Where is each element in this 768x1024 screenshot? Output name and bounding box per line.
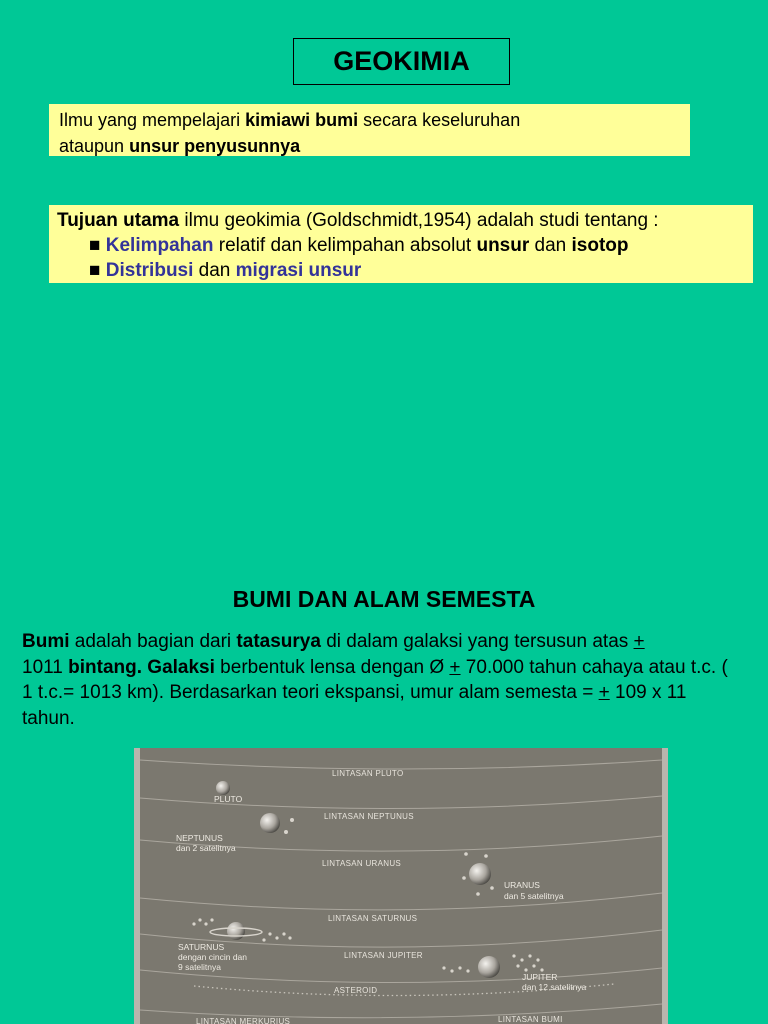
para-text: di dalam galaksi yang tersusun atas [320, 631, 634, 652]
para-text: adalah bagian dari [69, 631, 237, 652]
orbit-label-neptunus: LINTASAN NEPTUNUS [324, 812, 414, 821]
saturnus-planet [227, 922, 245, 940]
para-term-bumi: Bumi [22, 631, 70, 652]
para-text: 109 x 11 tahun. [22, 682, 687, 729]
goal-text: dan [529, 235, 572, 256]
orbit-label-merkurius: LINTASAN MERKURIUS [196, 1017, 291, 1024]
jupiter-planet [478, 956, 500, 978]
section-title: BUMI DAN ALAM SEMESTA [232, 586, 536, 612]
pluto-planet [216, 781, 230, 795]
goal-term-distribusi: Distribusi [105, 260, 194, 281]
plus-minus-sign: + [598, 682, 610, 703]
planet-label-neptunus: NEPTUNUS [176, 833, 223, 843]
figure-edge [134, 748, 140, 1024]
goal-term-kelimpahan: Kelimpahan [105, 235, 214, 256]
goal-heading: Tujuan utama [57, 210, 180, 231]
plus-minus-sign: + [633, 631, 645, 652]
planet-label-neptunus-sub: dan 2 satelitnya [176, 843, 236, 853]
bullet-icon: ■ [89, 235, 101, 256]
definition-text: ataupun [59, 136, 130, 156]
plus-minus-sign: + [449, 656, 461, 678]
orbit-label-bumi: LINTASAN BUMI [498, 1015, 563, 1024]
orbit-label-uranus: LINTASAN URANUS [322, 859, 402, 868]
orbit-label-pluto: LINTASAN PLUTO [332, 769, 404, 778]
solar-system-figure [134, 748, 668, 1024]
orbit-label-jupiter: LINTASAN JUPITER [344, 951, 423, 960]
goal-item-distribusi [57, 258, 745, 283]
definition-text: secara keseluruhan [358, 110, 521, 130]
goal-term-unsur: unsur [476, 235, 530, 256]
planet-label-pluto: PLUTO [214, 794, 243, 804]
planet-label-saturnus-sub1: dengan cincin dan [178, 952, 248, 962]
para-text: 70.000 tahun cahaya atau t.c. ( 1 t.c.= 1013 km). Berdasarkan teori ekspansi, umur alam semesta = [22, 656, 728, 703]
goal-text: dan [193, 260, 236, 281]
goal-text: ilmu geokimia (Goldschmidt,1954) adalah studi tentang : [179, 210, 659, 231]
neptunus-planet [260, 813, 280, 833]
planet-label-saturnus: SATURNUS [178, 942, 225, 952]
slide-title: GEOKIMIA [293, 38, 510, 85]
goal-item-kelimpahan [57, 233, 745, 258]
definition-bold-kimiawi: kimiawi bumi [245, 110, 359, 130]
planet-label-uranus-sub: dan 5 satelitnya [504, 891, 564, 901]
moon-dot [290, 818, 294, 822]
planet-label-saturnus-sub2: 9 satelitnya [178, 962, 221, 972]
goal-term-isotop: isotop [571, 235, 629, 256]
orbit-label-saturnus: LINTASAN SATURNUS [328, 914, 418, 923]
planet-label-uranus: URANUS [504, 880, 540, 890]
figure-edge [662, 748, 668, 1024]
body-paragraph [22, 629, 742, 731]
goal-text: relatif dan kelimpahan absolut [213, 235, 477, 256]
goal-heading-line [57, 208, 745, 233]
orbit-label-asteroid: ASTEROID [334, 986, 378, 995]
goal-box [49, 205, 753, 283]
planet-label-jupiter-sub: dan 12 satelitnya [522, 982, 587, 992]
definition-box [49, 104, 690, 156]
para-text: 1011 [22, 656, 69, 678]
goal-term-migrasi: migrasi unsur [235, 260, 362, 281]
solar-system-diagram [134, 748, 668, 1024]
planet-label-jupiter: JUPITER [522, 972, 558, 982]
uranus-planet [469, 863, 491, 885]
definition-text: Ilmu yang mempelajari [59, 110, 246, 130]
para-term-tatasurya: tatasurya [236, 631, 321, 652]
para-term-galaksi: bintang. Galaksi [68, 656, 215, 678]
bullet-icon: ■ [89, 260, 101, 281]
definition-bold-unsur: unsur penyusunnya [129, 136, 301, 156]
para-text: berbentuk lensa dengan Ø [214, 656, 450, 678]
moon-dot [284, 830, 288, 834]
